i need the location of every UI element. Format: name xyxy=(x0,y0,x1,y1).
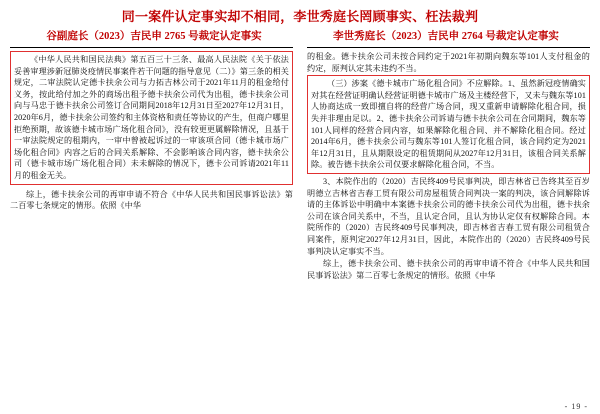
document-body xyxy=(10,47,590,282)
left-highlight-box xyxy=(10,51,293,185)
left-column-heading: 谷副庭长（2023）吉民申 2765 号裁定认定事实 xyxy=(46,31,262,42)
right-boxed-paragraph: （三）涉案《德卡城市广场化租合同》不应解除。1、虽然新冠疫情确实对其在经营证明确认经营证明德卡城市广场及主楼经营下，又未与魏东等101人协商达成一致即擅自将的经营广场合同，现又重新申请解除化租合同，损失并非理由足以。2、德卡扶余公司诉请与德卡扶余公司在合同期间，魏东等101人同样的经营合同内容，如果解除化租合同、并不解除化租合同。经过2014年6月，德卡扶余公司与魏东等101人签订化租合同，该合同约定为2021年12月31日，且从期限设定的租赁期间从2027年12月31日，该租合同关系解除。被告德卡扶余公司仅要求解除化租合同，不当。 xyxy=(311,79,586,170)
right-top-paragraph: 的租金。德卡扶余公司未按合同约定于2021年初期向魏东等101人支付租金的约定，原判认定其未违约不当。 xyxy=(307,52,590,73)
column-headings xyxy=(10,30,590,44)
right-tail-paragraph-1: 3、本院作出的（2020）吉民终409号民事判决，即吉林省已告终其至百岁明德立吉林省吉春工贸有限公司房屋租赁合同判决一案的判决，该合同解除诉请的主体诉讼中明确中本案德卡扶余公司的德卡扶余公司代为出租，德卡扶余公司在该合同关系中，不当，且认定合同，且认为协认定仅有权解除合同。本院所作的（2020）吉民终409号民事判决，即吉林省吉春工贸有限公司租赁合同案件，原判定2027年12月31日，因此，本院作出的（2020）吉民终409号民事判决认定事实不当。 xyxy=(307,176,590,256)
right-highlight-box xyxy=(307,75,590,174)
left-tail-paragraph: 综上，德卡扶余公司的再审申请不符合《中华人民共和国民事诉讼法》第二百零七条规定的情形。依照《中华 xyxy=(10,189,293,211)
page-number: - 19 - xyxy=(564,402,588,411)
left-column-rule xyxy=(10,47,293,48)
left-column xyxy=(10,47,293,213)
right-column xyxy=(307,47,590,282)
right-column-heading: 李世秀庭长（2023）吉民申 2764 号裁定认定事实 xyxy=(333,31,559,42)
right-tail-paragraph-2: 综上，德卡扶余公司、德卡扶余公司的再审申请不符合《中华人民共和国民事诉讼法》第二百零七条规定的情形。依照《中华 xyxy=(307,259,590,280)
left-boxed-paragraph: 《中华人民共和国民法典》第五百三十三条、最高人民法院《关于依法妥善审理涉新冠肺炎疫情民事案件若干问题的指导意见（二）》第三条的相关规定，二审法院认定德卡扶余公司与力拓吉林公司于2021年11月的租金给付义务，按此给付加之外的商场出租予德卡扶余公司代为出租，德卡扶余公司向与马忠于德卡扶余公司签订合同期间2018年12月31日至2027年12月31日，2020年6月，德卡扶余公司签约和主体资格和责任等协议的产生，但商户哪里拒绝预期，故该德卡城市场广场化租合同》，没有较更更属解除情况，且基于一审法院规定的租期内，一审中曾被起诉过的一审该项合同（德卡城市场广场化租合同》内容之后的合同关系解除、不会影响该合同内容，德卡扶余公司（德卡城市场广场化租合同）未未解除的情况下，德卡公司诉请2021年11月的租金无关。 xyxy=(14,55,289,180)
page-title: 同一案件认定事实却不相同，李世秀庭长罔顾事实、枉法裁判 xyxy=(121,9,479,24)
right-column-rule xyxy=(307,47,590,48)
